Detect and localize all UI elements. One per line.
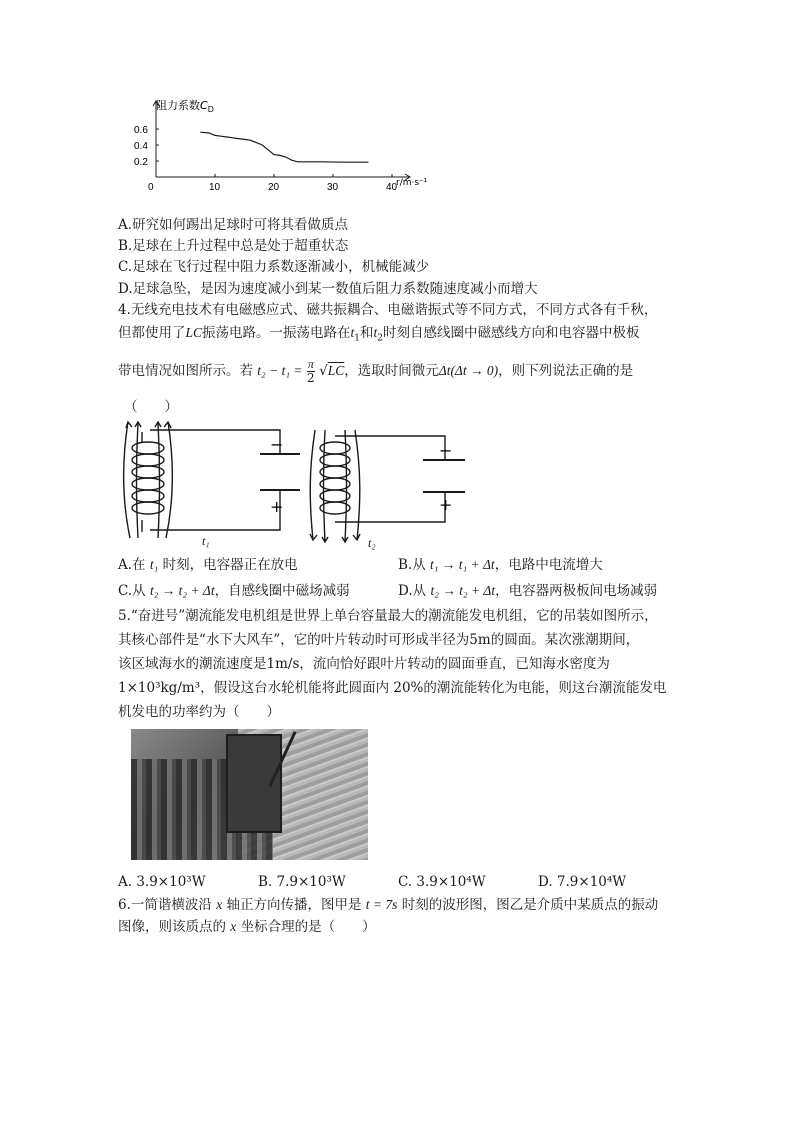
q6-stem-line2: 图像，则该质点的 x 坐标合理的是（ ）	[118, 919, 376, 935]
chart-ticks	[134, 125, 398, 193]
lc-circuit-figure-t2	[305, 430, 475, 550]
y-tick-label: 0.4	[134, 141, 148, 152]
q5-stem-line5: 机发电的功率约为（ ）	[118, 704, 280, 720]
q5-stem-line1: 5.“奋进号”潮流能发电机组是世界上单台容量最大的潮流能发电机组，它的吊装如图所示，	[118, 608, 658, 624]
chart-x-axis-label: r/m·s⁻¹	[396, 178, 428, 188]
x-tick-label: 10	[209, 182, 221, 193]
q4-answer-blank: （ ）	[124, 399, 178, 415]
lc-circuit-figure-t1	[120, 420, 300, 550]
y-tick-label: 0.6	[134, 125, 148, 136]
q4-option-d: D.从 t₂ → t₂ + Δt，电容器两极板间电场减弱	[398, 583, 658, 599]
x-tick-label: 30	[327, 182, 339, 193]
capacitor-plus-sign: +	[439, 495, 453, 514]
q5-stem-line3: 该区域海水的潮流速度是1m/s，流向恰好跟叶片转动的圆面垂直，已知海水密度为	[118, 656, 610, 672]
q3-option-c: C.足球在飞行过程中阻力系数逐渐减小，机械能减少	[118, 259, 430, 275]
chart-series	[200, 132, 368, 162]
figure-label-t1: t₁	[202, 534, 210, 548]
q4-option-a: A.在 t₁ 时刻，电容器正在放电	[118, 557, 298, 573]
capacitor-minus-sign: −	[270, 435, 284, 454]
photo-crane-module	[226, 734, 282, 833]
capacitor-plus-sign: +	[270, 497, 284, 516]
x-tick-label: 40	[386, 182, 398, 193]
q6-stem-line1: 6.一简谐横波沿 x 轴正方向传播，图甲是 t = 7s 时刻的波形图，图乙是介质中某质点的振动	[118, 897, 659, 913]
q5-stem-line2: 其核心部件是“水下大风车”，它的叶片转动时可形成半径为5m的圆面。某次涨潮期间，	[118, 632, 640, 648]
y-tick-label: 0.2	[134, 157, 148, 168]
q4-option-b: B.从 t₁ → t₁ + Δt，电路中电流增大	[398, 557, 603, 573]
drag-coefficient-chart	[120, 95, 428, 210]
q3-option-b: B.足球在上升过程中总是处于超重状态	[118, 238, 349, 254]
pi-over-two-fraction: $\frac{\pi}{2}$	[307, 357, 315, 385]
tidal-generator-photo	[131, 729, 368, 860]
chart-y-axis-label: 阻力系数$C_D$	[156, 99, 214, 114]
figure-label-t2: t₂	[368, 536, 376, 550]
q4-stem-line1: 4.无线充电技术有电磁感应式、磁共振耦合、电磁谐振式等不同方式，不同方式各有千秋，	[118, 302, 658, 318]
q3-option-d: D.足球急坠，是因为速度减小到某一数值后阻力系数随速度减小而增大	[118, 281, 538, 297]
drag-coefficient-curve	[200, 132, 368, 162]
q5-option-a: A. 3.9×10³W	[118, 874, 206, 890]
x-tick-label: 0	[148, 182, 154, 193]
x-tick-label: 20	[268, 182, 280, 193]
q5-option-b: B. 7.9×10³W	[258, 874, 346, 890]
q5-option-d: D. 7.9×10⁴W	[538, 874, 627, 890]
q4-stem-line2: 但都使用了LC振荡电路。一振荡电路在$t_1$和$t_2$时刻自感线圈中磁感线方向和电容器中极板	[118, 325, 640, 344]
q4-option-c: C.从 t₂ → t₂ + Δt，自感线圈中磁场减弱	[118, 583, 350, 599]
chart-axes	[153, 101, 410, 180]
q3-option-a: A.研究如何踢出足球时可将其看做质点	[118, 217, 349, 233]
q5-option-c: C. 3.9×10⁴W	[398, 874, 486, 890]
q5-stem-line4: 1×10³kg/m³，假设这台水轮机能将此圆面内 20%的潮流能转化为电能，则这台潮流能发电	[118, 680, 667, 696]
q4-stem-line3: 带电情况如图所示。若 t₂ − t₁ = $\frac{\pi}{2}$ √LC，选取时间微元Δt(Δt → 0)，则下列说法正确的是	[118, 357, 634, 385]
sqrt-lc: √LC	[319, 363, 345, 379]
capacitor-minus-sign: −	[439, 441, 453, 460]
